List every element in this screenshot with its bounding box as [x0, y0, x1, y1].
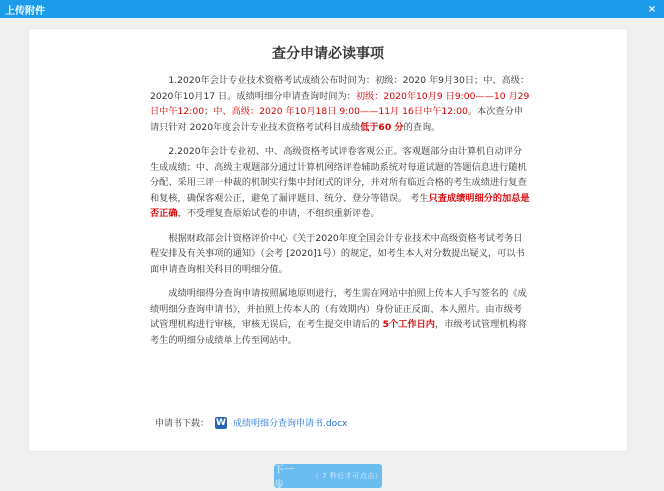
paragraph-4	[150, 286, 530, 348]
paragraph-3	[150, 231, 530, 278]
p4-text-1: 成绩明细得分查询申请按照属地原则进行，考生需在网站中拍照上传本人手写签名的《成绩明细分查询申请书》，并拍照上传本人的（有效期内）身份证正反面、本人照片。由市级考试管理机构进行审核，审核无误后，在考生提交申请后的	[150, 288, 527, 330]
p2-text-1: 2.2020年会计专业初、中、高级资格考试评卷客观公正。客观题部分由计算机自动评分生成成绩；中、高级主观题部分通过计算机网络评卷辅助系统对每道试题的答题信息进行随机分配、采用三评一仲裁的机制实行集中封闭式的评分，并对所有临近合格的考生成绩进行复查和复核，确保客观公正，避免了漏评题目、统分、登分等错误。 考生	[150, 146, 527, 204]
p4-red-1: 5个工作日内	[382, 319, 435, 330]
word-document-icon: W	[216, 417, 226, 428]
close-button[interactable]	[646, 3, 658, 15]
close-icon: ×	[647, 3, 657, 15]
p1-red-1: 初级：2020年10月9 日9:00——10 月29日中午12:00	[150, 90, 530, 117]
p1-text-3: 。本次查分申请只针对 2020年度会计专业技术资格考试科目成绩	[150, 106, 523, 133]
p1-red-2: 中、高级：2020 年10月18日 9:00——11月 16日中午12:00	[213, 106, 468, 117]
p2-text-2: ，不受理复查原始试卷的申请，不组织重新评卷。	[177, 208, 380, 219]
p1-text-2: ；	[204, 106, 214, 117]
p2-red-1: 只查成绩明细分的加总是否正确	[150, 192, 530, 219]
notice-body	[150, 73, 530, 357]
next-step-button[interactable]	[274, 464, 383, 491]
window-titlebar	[0, 0, 664, 18]
next-step-countdown: （ 7 秒后才可点击）	[311, 472, 383, 480]
p1-text-4: 的查询。	[403, 121, 441, 133]
paragraph-1	[150, 73, 530, 135]
paragraph-2	[150, 144, 530, 222]
notice-panel	[28, 28, 628, 452]
download-label: 申请书下载：	[155, 419, 210, 429]
download-row	[155, 416, 347, 429]
p1-text-1: 1.2020年会计专业技术资格考试成绩公布时间为：初级：2020 年9月30日；中、高级： 2020年10月17 日。成绩明细分申请查询时间为：	[150, 75, 530, 102]
p3-text: 根据财政部会计资格评价中心《关于2020年度全国会计专业技术中高级资格考试考务日程安排及有关事项的通知》（会考 [2020]1号）的规定，如考生本人对分数提出疑义，可以书面申请查询相关科目的明细分值。	[150, 232, 525, 275]
download-file-link[interactable]: 成绩明细分查询申请书.docx	[233, 419, 348, 429]
next-step-label: 下一步	[274, 465, 294, 491]
p4-text-2: ，市级考试管理机构将考生的明细分成绩单上传至网站中。	[150, 319, 527, 346]
page-title: 查分申请必读事项	[272, 46, 384, 62]
window-title: 上传附件	[5, 5, 45, 17]
p1-red-3: 低于60 分	[360, 121, 404, 133]
